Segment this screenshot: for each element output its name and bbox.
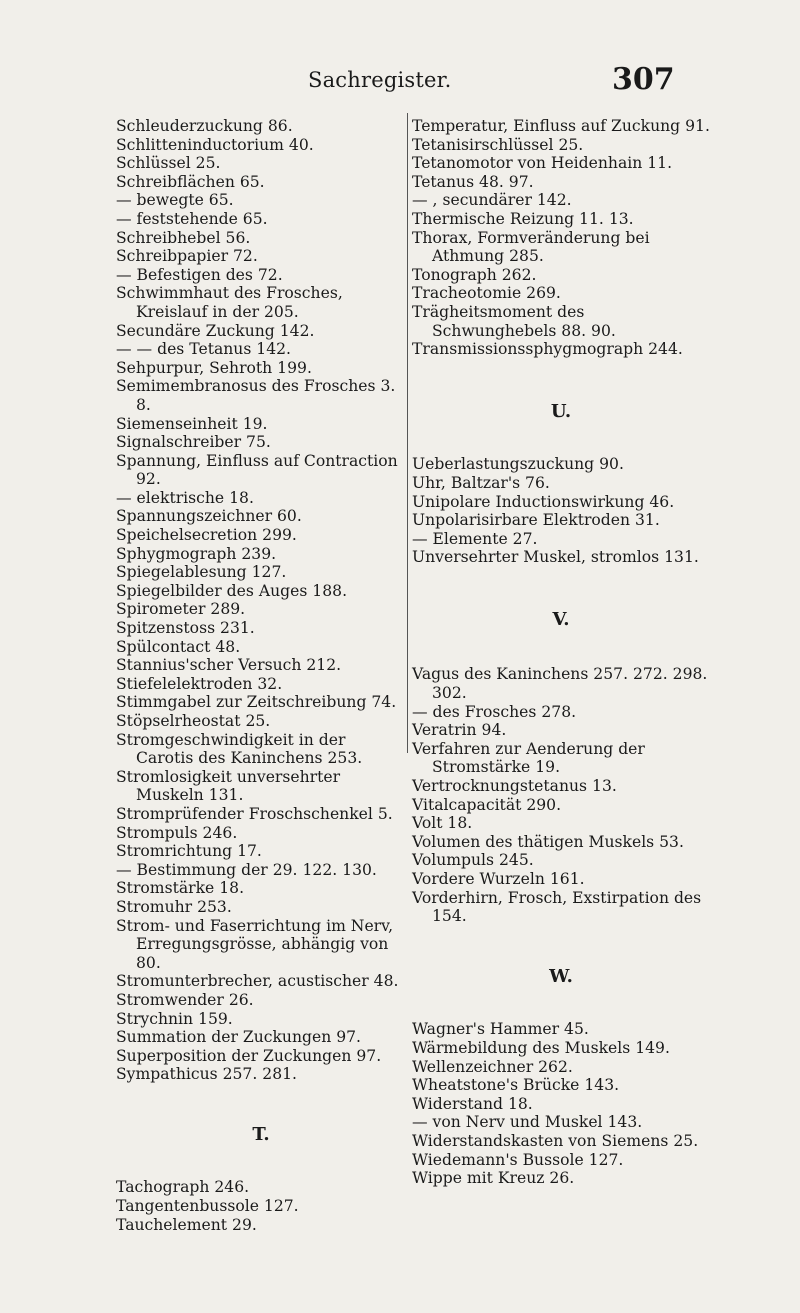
section-letter-u: U.	[550, 400, 572, 422]
index-entry: — , secundärer 142.	[412, 191, 572, 210]
index-entry: — Bestimmung der 29. 122. 130.	[116, 860, 377, 879]
index-entry: — des Frosches 278.	[412, 702, 577, 721]
index-entry: Tachograph 246.	[116, 1178, 250, 1197]
index-entry: Sehpurpur, Sehroth 199.	[116, 358, 312, 377]
index-list-s	[116, 117, 406, 1084]
index-entry: Schlüssel 25.	[116, 154, 221, 173]
index-entry: Uhr, Baltzar's 76.	[412, 473, 550, 492]
index-entry: Schleuderzuckung 86.	[116, 117, 293, 135]
index-entry: Tetanisirschlüssel 25.	[412, 135, 584, 154]
section-letter-t: T.	[252, 1123, 270, 1145]
index-entry: Sympathicus 257. 281.	[116, 1065, 297, 1084]
index-entry: Stromuhr 253.	[116, 897, 232, 916]
index-entry: Schlitteninductorium 40.	[116, 135, 314, 154]
index-entry: Strom- und Faserrichtung im Nerv, Erregungsgrösse, abhängig von 80.	[116, 916, 394, 972]
index-entry: Sphygmograph 239.	[116, 544, 277, 563]
index-entry: Speichelsecretion 299.	[116, 526, 297, 545]
index-entry: Vorderhirn, Frosch, Exstirpation des 154.	[412, 888, 702, 926]
index-entry: Unipolare Inductionswirkung 46.	[412, 492, 675, 511]
page-number: 307	[612, 62, 675, 97]
index-entry: Semimembranosus des Frosches 3. 8.	[116, 377, 396, 414]
index-entry: Stromstärke 18.	[116, 879, 245, 898]
index-entry: Stimmgabel zur Zeitschreibung 74.	[116, 693, 397, 712]
index-entry: Spiegelablesung 127.	[116, 563, 287, 582]
index-entry: Wiedemann's Bussole 127.	[412, 1150, 624, 1169]
index-entry: Stromgeschwindigkeit in der Carotis des Kaninchens 253.	[116, 730, 363, 768]
index-entry: Trägheitsmoment des Schwunghebels 88. 90.	[412, 302, 616, 340]
index-entry: Strychnin 159.	[116, 1009, 233, 1028]
index-entry: Tauchelement 29.	[116, 1215, 257, 1234]
index-list-t-cont	[412, 117, 710, 359]
index-entry: Veratrin 94.	[412, 721, 507, 740]
index-entry: — feststehende 65.	[116, 209, 268, 228]
index-entry: Stromrichtung 17.	[116, 842, 262, 861]
index-list-u	[412, 455, 710, 567]
index-entry: Vordere Wurzeln 161.	[412, 870, 585, 888]
index-entry: Schwimmhaut des Frosches, Kreislauf in der 205.	[116, 284, 343, 321]
index-entry: Tangentenbussole 127.	[116, 1197, 299, 1216]
index-entry: Temperatur, Einfluss auf Zuckung 91.	[412, 117, 710, 135]
index-entry: Wippe mit Kreuz 26.	[412, 1169, 575, 1188]
index-list-v	[412, 665, 710, 925]
index-entry: Unpolarisirbare Elektroden 31.	[412, 511, 660, 530]
index-entry: Thermische Reizung 11. 13.	[412, 209, 634, 228]
index-list-w	[412, 1020, 710, 1187]
index-entry: Signalschreiber 75.	[116, 433, 271, 452]
index-entry: Wärmebildung des Muskels 149.	[412, 1038, 670, 1057]
index-entry: Tracheotomie 269.	[412, 284, 561, 303]
index-entry: Stannius'scher Versuch 212.	[116, 656, 342, 675]
index-entry: Unversehrter Muskel, stromlos 131.	[412, 548, 699, 567]
index-entry: Widerstand 18.	[412, 1094, 533, 1113]
index-entry: Volumpuls 245.	[412, 851, 534, 870]
index-entry: Ueberlastungszuckung 90.	[412, 455, 624, 474]
index-entry: — elektrische 18.	[116, 488, 254, 507]
page-header	[0, 62, 800, 102]
index-entry: Transmissionssphygmograph 244.	[412, 340, 683, 359]
index-entry: Tonograph 262.	[412, 265, 537, 284]
index-entry: Stromwender 26.	[116, 990, 254, 1009]
index-entry: Stromprüfender Froschschenkel 5.	[116, 804, 393, 823]
index-entry: Spannung, Einfluss auf Contraction 92.	[116, 451, 398, 489]
index-entry: Schreibpapier 72.	[116, 247, 258, 266]
index-entry: Spirometer 289.	[116, 600, 246, 619]
index-entry: — von Nerv und Muskel 143.	[412, 1113, 643, 1132]
index-entry: Schreibflächen 65.	[116, 172, 265, 191]
index-entry: Widerstandskasten von Siemens 25.	[412, 1131, 699, 1150]
index-entry: — bewegte 65.	[116, 191, 234, 210]
left-column	[116, 117, 406, 1234]
index-entry: Strompuls 246.	[116, 823, 238, 842]
index-entry: Spannungszeichner 60.	[116, 507, 302, 526]
index-entry: Thorax, Formveränderung bei Athmung 285.	[412, 228, 650, 266]
index-entry: Superposition der Zuckungen 97.	[116, 1046, 382, 1065]
index-entry: Spülcontact 48.	[116, 637, 241, 656]
index-entry: Volumen des thätigen Muskels 53.	[412, 832, 684, 851]
index-entry: Vertrocknungstetanus 13.	[412, 777, 617, 796]
index-entry: Stöpselrheostat 25.	[116, 712, 271, 730]
index-entry: Verfahren zur Aenderung der Stromstärke 19.	[412, 739, 645, 777]
right-column	[412, 117, 710, 1188]
index-entry: Vagus des Kaninchens 257. 272. 298. 302.	[412, 665, 708, 703]
index-list-t	[116, 1178, 406, 1234]
index-entry: Stromlosigkeit unversehrter Muskeln 131.	[116, 767, 341, 805]
running-title: Sachregister.	[308, 68, 452, 92]
index-entry: — Befestigen des 72.	[116, 265, 283, 284]
index-entry: Siemenseinheit 19.	[116, 414, 268, 433]
index-entry: Spitzenstoss 231.	[116, 619, 255, 638]
index-entry: Tetanomotor von Heidenhain 11.	[412, 154, 673, 173]
index-entry: Stromunterbrecher, acustischer 48.	[116, 972, 399, 991]
index-entry: Spiegelbilder des Auges 188.	[116, 581, 348, 600]
index-entry: Wagner's Hammer 45.	[412, 1020, 589, 1039]
index-entry: — — des Tetanus 142.	[116, 340, 292, 359]
index-entry: Secundäre Zuckung 142.	[116, 321, 315, 340]
section-letter-v: V.	[552, 608, 570, 630]
index-entry: Wellenzeichner 262.	[412, 1057, 573, 1076]
section-letter-w: W.	[549, 965, 573, 987]
index-entry: Tetanus 48. 97.	[412, 172, 534, 191]
column-divider	[407, 113, 408, 753]
index-entry: — Elemente 27.	[412, 529, 538, 548]
index-entry: Schreibhebel 56.	[116, 228, 251, 247]
index-entry: Wheatstone's Brücke 143.	[412, 1076, 620, 1095]
index-entry: Summation der Zuckungen 97.	[116, 1028, 362, 1047]
index-entry: Stiefelelektroden 32.	[116, 674, 283, 693]
index-entry: Vitalcapacität 290.	[412, 795, 562, 814]
index-entry: Volt 18.	[412, 814, 473, 833]
